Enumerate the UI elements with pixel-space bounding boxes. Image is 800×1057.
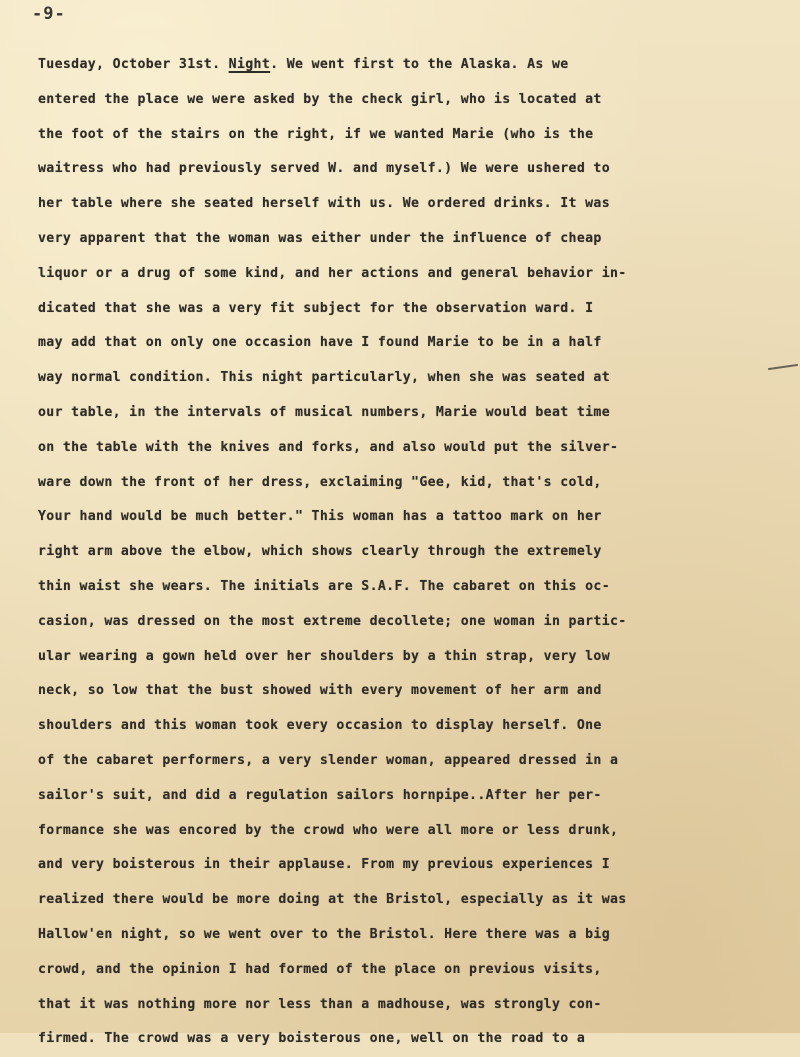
report-line: Your hand would be much better." This woman has a tattoo mark on her [38,509,602,525]
report-line: and very boisterous in their applause. From my previous experiences I [38,857,610,873]
report-line-text: We went first to the Alaska. As we [286,57,569,72]
report-line: casion, was dressed on the most extreme decollete; one woman in partic- [38,613,627,629]
report-date: Tuesday, October 31st. [38,57,221,72]
report-line: firmed. The crowd was a very boisterous one, well on the road to a [38,1031,586,1047]
report-line: ware down the front of her dress, exclaiming "Gee, kid, that's cold, [38,474,602,490]
report-line: our table, in the intervals of musical numbers, Marie would beat time [38,404,610,420]
report-line: the foot of the stairs on the right, if we wanted Marie (who is the [38,126,594,142]
report-line: that it was nothing more nor less than a madhouse, was strongly con- [38,996,602,1012]
report-line: neck, so low that the bust showed with every movement of her arm and [38,683,602,699]
report-line: Hallow'en night, so we went over to the Bristol. Here there was a big [38,926,610,942]
report-line: liquor or a drug of some kind, and her actions and general behavior in- [38,265,627,281]
report-line: thin waist she wears. The initials are S.A.F. The cabaret on this oc- [38,578,610,594]
time-heading: Night [228,57,271,72]
report-line: sailor's suit, and did a regulation sailors hornpipe..After her per- [38,787,602,803]
report-line: waitress who had previously served W. and myself.) We were ushered to [38,161,610,177]
report-line: dicated that she was a very fit subject for the observation ward. I [38,300,594,316]
report-line: right arm above the elbow, which shows clearly through the extremely [38,544,602,560]
report-line: very apparent that the woman was either under the influence of cheap [38,230,602,246]
page-number: -9- [32,4,66,24]
report-body [38,48,778,1057]
report-line: may add that on only one occasion have I found Marie to be in a half [38,335,602,351]
report-line: her table where she seated herself with us. We ordered drinks. It was [38,196,610,212]
report-line: way normal condition. This night particularly, when she was seated at [38,370,610,386]
report-line: shoulders and this woman took every occasion to display herself. One [38,718,602,734]
report-line: crowd, and the opinion I had formed of the place on previous visits, [38,961,602,977]
report-line: formance she was encored by the crowd who were all more or less drunk, [38,822,619,838]
report-line: on the table with the knives and forks, and also would put the silver- [38,439,619,455]
report-line: Tuesday, October 31st. Night. We went first to the Alaska. As we [38,57,569,72]
report-line: of the cabaret performers, a very slender woman, appeared dressed in a [38,752,619,768]
report-line: entered the place we were asked by the check girl, who is located at [38,91,602,107]
report-line: ular wearing a gown held over her shoulders by a thin strap, very low [38,648,610,664]
report-line: realized there would be more doing at the Bristol, especially as it was [38,892,627,908]
